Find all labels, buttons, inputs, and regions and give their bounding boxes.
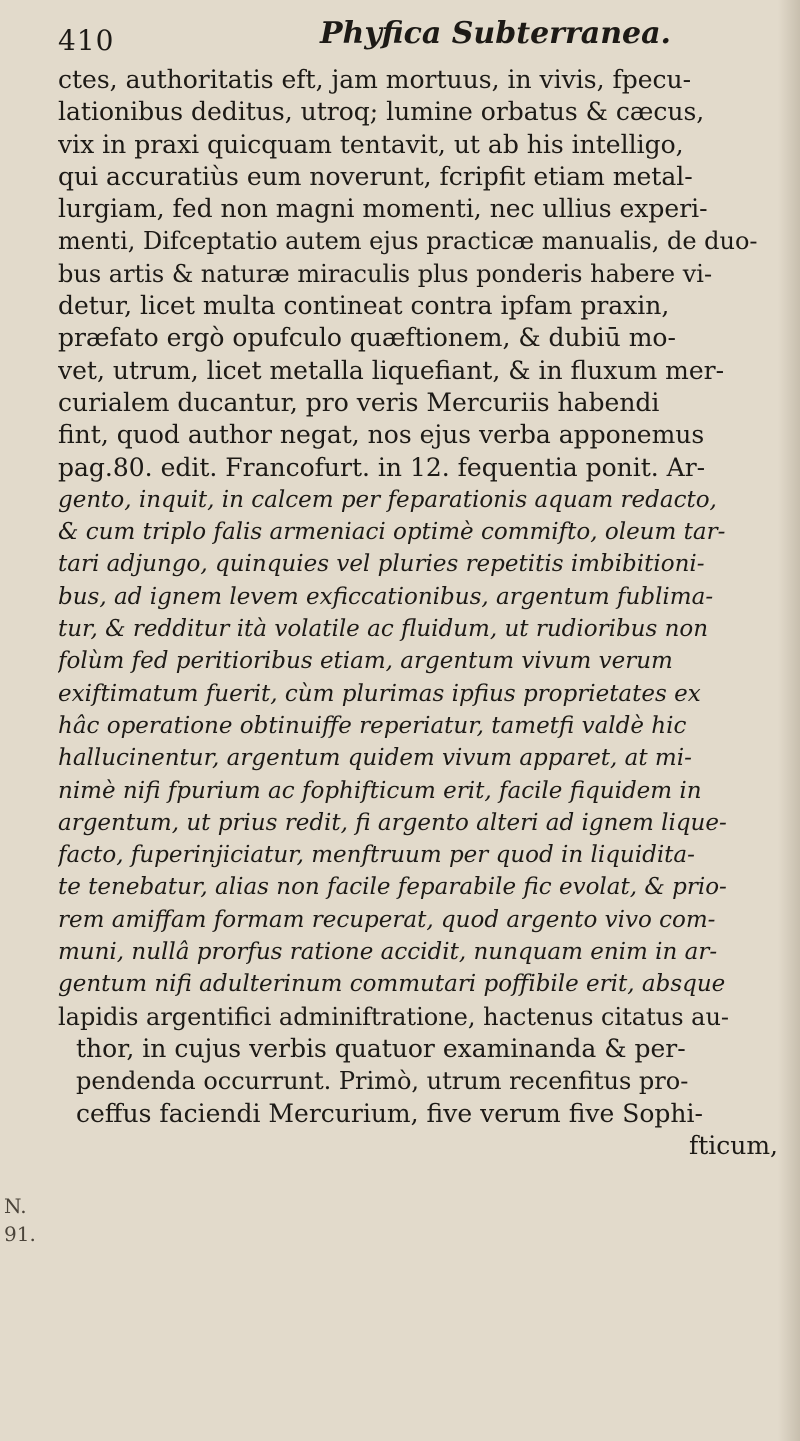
page-header <box>58 16 758 58</box>
text-line: menti, Difceptatio autem ejus practicæ manualis, de duo- <box>58 227 758 256</box>
text-line: tari adjungo, quinquies vel pluries repetitis imbibitioni- <box>58 551 705 578</box>
text-line: hallucinentur, argentum quidem vivum apparet, at mi- <box>58 745 692 772</box>
text-line: te tenebatur, alias non facile feparabile fic evolat, & prio- <box>58 874 727 901</box>
text-line: nimè nifi fpurium ac fophifticum erit, facile fiquidem in <box>58 777 702 804</box>
body-text <box>58 64 796 1162</box>
text-line: bus, ad ignem levem exficcationibus, argentum fublima- <box>58 583 714 610</box>
text-line: vet, utrum, licet metalla liquefiant, & in fluxum mer- <box>58 355 725 385</box>
text-line: ceffus faciendi Mercurium, five verum five Sophi- <box>76 1098 703 1128</box>
text-line: folùm fed peritioribus etiam, argentum vivum verum <box>58 648 673 675</box>
text-line: exiftimatum fuerit, cùm plurimas ipfius proprietates ex <box>58 680 701 707</box>
running-title: Phyfica Subterranea. <box>320 16 671 51</box>
margin-note-line: 91. <box>4 1222 36 1246</box>
text-line: & cum triplo falis armeniaci optimè commifto, oleum tar- <box>58 519 726 546</box>
text-line: vix in praxi quicquam tentavit, ut ab his intelligo, <box>58 129 684 159</box>
text-line: gentum nifi adulterinum commutari poffibile erit, absque <box>58 971 726 998</box>
text-line: qui accuratiùs eum noverunt, fcripfit etiam metal- <box>58 161 693 191</box>
text-line: curialem ducantur, pro veris Mercuriis habendi <box>58 387 660 417</box>
text-line: hâc operatione obtinuiffe reperiatur, tametfi valdè hic <box>58 712 687 739</box>
text-line: lurgiam, fed non magni momenti, nec ullius experi- <box>58 194 708 224</box>
text-line: facto, fuperinjiciatur, menftruum per quod in liquidita- <box>58 842 695 869</box>
catchword: fticum, <box>688 1130 778 1160</box>
margin-note <box>4 1192 36 1248</box>
text-line: thor, in cujus verbis quatuor examinanda & per- <box>76 1033 686 1063</box>
text-line: pendenda occurrunt. Primò, utrum recenfitus pro- <box>76 1067 689 1096</box>
text-line: bus artis & naturæ miraculis plus ponderis habere vi- <box>58 259 713 288</box>
text-line: tur, & redditur ità volatile ac fluidum, ut rudioribus non <box>58 616 709 643</box>
text-line: præfato ergò opufculo quæftionem, & dubiū mo- <box>58 323 676 353</box>
text-line: muni, nullâ prorfus ratione accidit, nunquam enim in ar- <box>58 939 718 966</box>
text-line: lationibus deditus, utroq; lumine orbatus & cæcus, <box>58 97 705 127</box>
text-line: lapidis argentifici adminiftratione, hactenus citatus au- <box>58 1002 730 1031</box>
page-number: 410 <box>58 24 115 57</box>
text-line: fint, quod author negat, nos ejus verba apponemus <box>58 420 705 450</box>
text-line: argentum, ut prius redit, fi argento alteri ad ignem lique- <box>58 809 727 836</box>
margin-note-line: N. <box>4 1194 27 1218</box>
text-line: rem amiffam formam recuperat, quod argento vivo com- <box>58 906 716 933</box>
text-line: ctes, authoritatis eft, jam mortuus, in vivis, fpecu- <box>58 65 692 94</box>
text-line: pag.80. edit. Francofurt. in 12. fequentia ponit. Ar- <box>58 452 706 482</box>
text-line: detur, licet multa contineat contra ipfam praxin, <box>58 291 670 321</box>
text-line: gento, inquit, in calcem per feparationis aquam redacto, <box>58 486 717 513</box>
